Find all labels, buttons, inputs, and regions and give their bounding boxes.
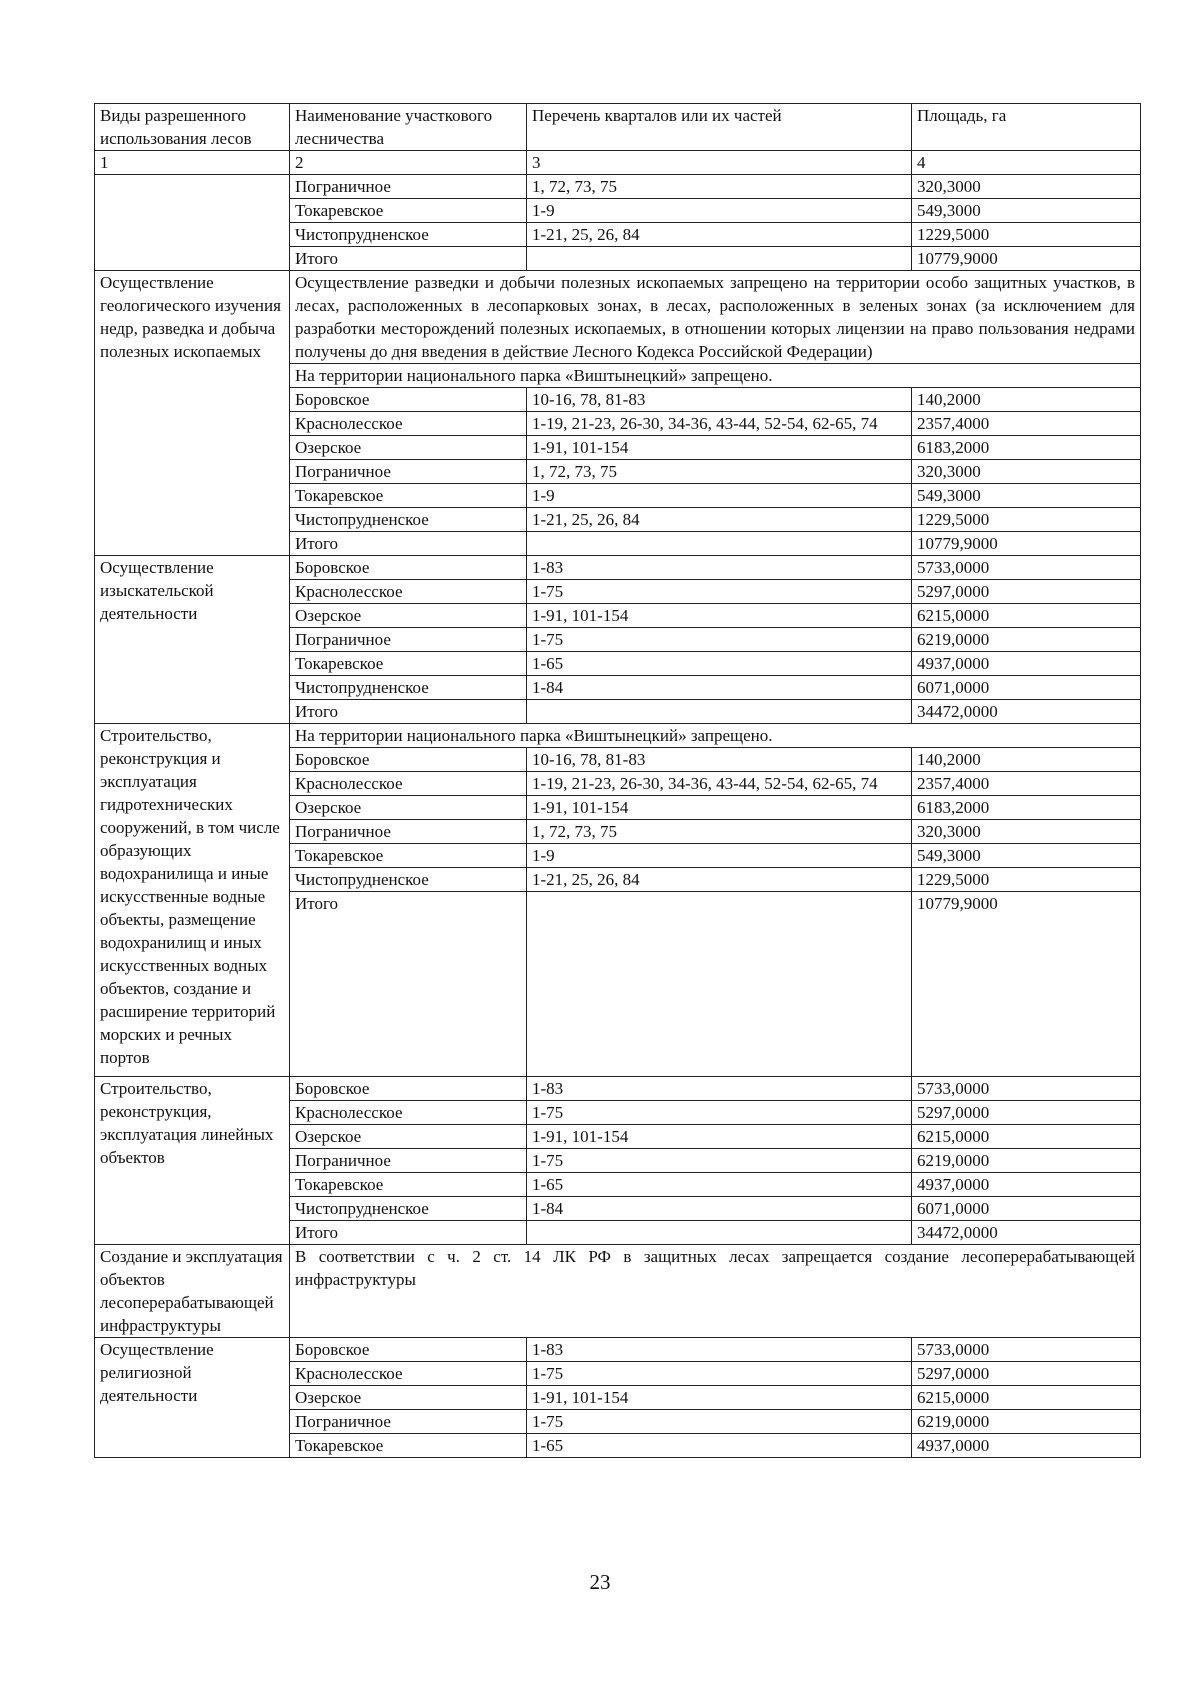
area-cell: 6219,0000: [912, 1149, 1141, 1173]
quarters-cell: 1-19, 21-23, 26-30, 34-36, 43-44, 52-54, 62-65, 74: [527, 412, 912, 436]
area-cell: 5733,0000: [912, 556, 1141, 580]
quarters-cell: 1, 72, 73, 75: [527, 820, 912, 844]
quarters-cell: 1-91, 101-154: [527, 1125, 912, 1149]
area-cell: 4937,0000: [912, 1173, 1141, 1197]
table-header-row: [95, 104, 1141, 151]
area-cell: 6183,2000: [912, 436, 1141, 460]
quarters-cell: 1-91, 101-154: [527, 436, 912, 460]
forestry-cell: Озерское: [290, 1386, 527, 1410]
forestry-cell: Итого: [290, 247, 527, 271]
area-cell: 2357,4000: [912, 412, 1141, 436]
area-cell: 34472,0000: [912, 700, 1141, 724]
use-type-cell: Осуществление геологического изучения недр, разведка и добыча полезных ископаемых: [95, 271, 290, 556]
forestry-cell: Пограничное: [290, 628, 527, 652]
column-number-cell: 2: [290, 151, 527, 175]
forestry-cell: Пограничное: [290, 1410, 527, 1434]
note-row: [95, 271, 1141, 364]
quarters-cell: [527, 700, 912, 724]
forestry-cell: Токаревское: [290, 199, 527, 223]
table-body: [95, 104, 1141, 1458]
forestry-cell: Чистопрудненское: [290, 508, 527, 532]
quarters-cell: 1-75: [527, 628, 912, 652]
quarters-cell: 1-21, 25, 26, 84: [527, 868, 912, 892]
quarters-cell: 1-83: [527, 1338, 912, 1362]
forestry-cell: Токаревское: [290, 652, 527, 676]
use-type-cell: Осуществление религиозной деятельности: [95, 1338, 290, 1458]
area-cell: 5297,0000: [912, 1101, 1141, 1125]
use-type-cell: Осуществление изыскательской деятельности: [95, 556, 290, 724]
area-cell: 6219,0000: [912, 628, 1141, 652]
quarters-cell: 1-65: [527, 1434, 912, 1458]
area-cell: 10779,9000: [912, 247, 1141, 271]
quarters-cell: 10-16, 78, 81-83: [527, 748, 912, 772]
area-cell: 1229,5000: [912, 223, 1141, 247]
forestry-cell: Краснолесское: [290, 412, 527, 436]
forestry-cell: Чистопрудненское: [290, 868, 527, 892]
area-cell: 6215,0000: [912, 604, 1141, 628]
forestry-cell: Пограничное: [290, 1149, 527, 1173]
area-cell: 5733,0000: [912, 1338, 1141, 1362]
quarters-cell: 1-91, 101-154: [527, 1386, 912, 1410]
forestry-cell: Токаревское: [290, 1434, 527, 1458]
quarters-cell: 1-75: [527, 1149, 912, 1173]
forestry-cell: Озерское: [290, 436, 527, 460]
quarters-cell: 1-91, 101-154: [527, 796, 912, 820]
forestry-cell: Токаревское: [290, 844, 527, 868]
quarters-cell: 1-75: [527, 580, 912, 604]
note-cell: На территории национального парка «Виштынецкий» запрещено.: [290, 724, 1141, 748]
forestry-cell: Пограничное: [290, 460, 527, 484]
forest-use-table: [94, 103, 1141, 1458]
forestry-cell: Чистопрудненское: [290, 676, 527, 700]
forestry-cell: Итого: [290, 700, 527, 724]
note-cell: В соответствии с ч. 2 ст. 14 ЛК РФ в защитных лесах запрещается создание лесоперерабатывающей инфраструктуры: [290, 1245, 1141, 1338]
forestry-cell: Итого: [290, 532, 527, 556]
area-cell: 5297,0000: [912, 1362, 1141, 1386]
quarters-cell: 1-9: [527, 484, 912, 508]
quarters-cell: 1, 72, 73, 75: [527, 460, 912, 484]
quarters-cell: 1-21, 25, 26, 84: [527, 508, 912, 532]
forestry-cell: Пограничное: [290, 175, 527, 199]
header-cell: Наименование участкового лесничества: [290, 104, 527, 151]
quarters-cell: 1-9: [527, 844, 912, 868]
quarters-cell: [527, 892, 912, 1077]
quarters-cell: [527, 1221, 912, 1245]
column-number-row: [95, 151, 1141, 175]
use-type-cell: Создание и эксплуатация объектов лесоперерабатывающей инфраструктуры: [95, 1245, 290, 1338]
area-cell: 6183,2000: [912, 796, 1141, 820]
area-cell: 320,3000: [912, 460, 1141, 484]
area-cell: 6215,0000: [912, 1386, 1141, 1410]
area-cell: 6219,0000: [912, 1410, 1141, 1434]
column-number-cell: 4: [912, 151, 1141, 175]
area-cell: 10779,9000: [912, 532, 1141, 556]
quarters-cell: 1-75: [527, 1362, 912, 1386]
forestry-cell: Краснолесское: [290, 580, 527, 604]
header-cell: Виды разрешенного использования лесов: [95, 104, 290, 151]
forestry-cell: Озерское: [290, 796, 527, 820]
area-cell: 4937,0000: [912, 1434, 1141, 1458]
area-cell: 1229,5000: [912, 508, 1141, 532]
area-cell: 549,3000: [912, 484, 1141, 508]
area-cell: 6071,0000: [912, 1197, 1141, 1221]
forestry-cell: Боровское: [290, 1077, 527, 1101]
use-type-cell: Строительство, реконструкция и эксплуатация гидротехнических сооружений, в том числе образующих водохранилища и иные искусственные водные объекты, размещение водохранилищ и иных искусственных водных объектов, создание и расширение территорий морских и речных портов: [95, 724, 290, 1077]
quarters-cell: 1-84: [527, 1197, 912, 1221]
column-number-cell: 1: [95, 151, 290, 175]
table-row: [95, 175, 1141, 199]
forestry-cell: Боровское: [290, 1338, 527, 1362]
quarters-cell: 10-16, 78, 81-83: [527, 388, 912, 412]
table-row: [95, 1338, 1141, 1362]
forestry-cell: Чистопрудненское: [290, 223, 527, 247]
forestry-cell: Токаревское: [290, 1173, 527, 1197]
area-cell: 549,3000: [912, 844, 1141, 868]
quarters-cell: 1-84: [527, 676, 912, 700]
area-cell: 549,3000: [912, 199, 1141, 223]
forestry-cell: Итого: [290, 1221, 527, 1245]
quarters-cell: [527, 247, 912, 271]
forestry-cell: Краснолесское: [290, 772, 527, 796]
area-cell: 2357,4000: [912, 772, 1141, 796]
quarters-cell: 1-9: [527, 199, 912, 223]
area-cell: 140,2000: [912, 388, 1141, 412]
area-cell: 5733,0000: [912, 1077, 1141, 1101]
forestry-cell: Боровское: [290, 748, 527, 772]
forestry-cell: Чистопрудненское: [290, 1197, 527, 1221]
note-cell: На территории национального парка «Виштынецкий» запрещено.: [290, 364, 1141, 388]
quarters-cell: 1, 72, 73, 75: [527, 175, 912, 199]
quarters-cell: 1-83: [527, 556, 912, 580]
quarters-cell: 1-19, 21-23, 26-30, 34-36, 43-44, 52-54, 62-65, 74: [527, 772, 912, 796]
header-cell: Площадь, га: [912, 104, 1141, 151]
quarters-cell: 1-83: [527, 1077, 912, 1101]
column-number-cell: 3: [527, 151, 912, 175]
table-row: [95, 556, 1141, 580]
quarters-cell: 1-75: [527, 1101, 912, 1125]
header-cell: Перечень кварталов или их частей: [527, 104, 912, 151]
area-cell: 4937,0000: [912, 652, 1141, 676]
forestry-cell: Итого: [290, 892, 527, 1077]
use-type-cell: Строительство, реконструкция, эксплуатация линейных объектов: [95, 1077, 290, 1245]
area-cell: 1229,5000: [912, 868, 1141, 892]
forestry-cell: Краснолесское: [290, 1101, 527, 1125]
area-cell: 6071,0000: [912, 676, 1141, 700]
forestry-cell: Озерское: [290, 1125, 527, 1149]
note-cell: Осуществление разведки и добычи полезных ископаемых запрещено на территории особо защитных участков, в лесах, расположенных в лесопарковых зонах, в лесах, расположенных в зеленых зонах (за исключением для разработки месторождений полезных ископаемых, в отношении которых лицензии на право пользования недрами получены до дня введения в действие Лесного Кодекса Российской Федерации): [290, 271, 1141, 364]
quarters-cell: 1-65: [527, 652, 912, 676]
use-type-cell: [95, 175, 290, 271]
forestry-cell: Краснолесское: [290, 1362, 527, 1386]
quarters-cell: [527, 532, 912, 556]
area-cell: 320,3000: [912, 820, 1141, 844]
forestry-cell: Боровское: [290, 388, 527, 412]
quarters-cell: 1-65: [527, 1173, 912, 1197]
forestry-cell: Озерское: [290, 604, 527, 628]
quarters-cell: 1-21, 25, 26, 84: [527, 223, 912, 247]
page-number: 23: [589, 1570, 611, 1594]
table-row: [95, 1077, 1141, 1101]
area-cell: 140,2000: [912, 748, 1141, 772]
quarters-cell: 1-75: [527, 1410, 912, 1434]
note-row: [95, 1245, 1141, 1338]
area-cell: 6215,0000: [912, 1125, 1141, 1149]
area-cell: 34472,0000: [912, 1221, 1141, 1245]
quarters-cell: 1-91, 101-154: [527, 604, 912, 628]
forestry-cell: Токаревское: [290, 484, 527, 508]
area-cell: 10779,9000: [912, 892, 1141, 1077]
area-cell: 320,3000: [912, 175, 1141, 199]
forestry-cell: Пограничное: [290, 820, 527, 844]
note-row: [95, 724, 1141, 748]
forestry-cell: Боровское: [290, 556, 527, 580]
area-cell: 5297,0000: [912, 580, 1141, 604]
